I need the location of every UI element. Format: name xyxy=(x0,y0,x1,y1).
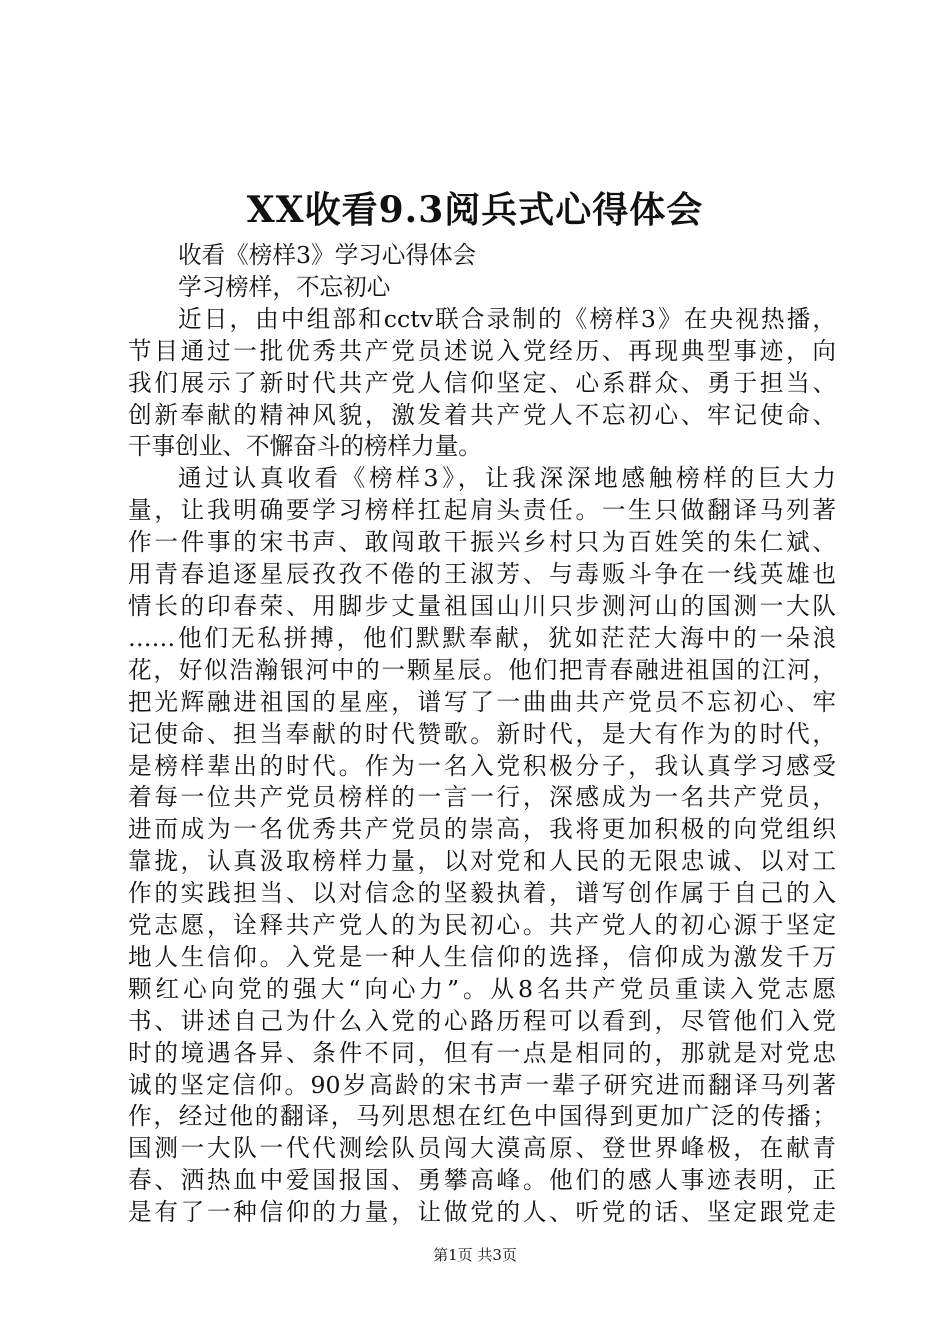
paragraph-line: 通过认真收看《榜样3》，让我深深地感触榜样的巨大力 xyxy=(178,464,836,493)
paragraph-line: 地人生信仰。入党是一种人生信仰的选择，信仰成为激发千万 xyxy=(128,942,836,971)
paragraph-line: ……他们无私拼搏，他们默默奉献，犹如茫茫大海中的一朵浪 xyxy=(128,623,836,652)
paragraph-line: 干事创业、不懈奋斗的榜样力量。 xyxy=(128,432,482,461)
paragraph-line: 创新奉献的精神风貌，激发着共产党人不忘初心、牢记使命、 xyxy=(128,400,836,429)
paragraph-line: 春、洒热血中爱国报国、勇攀高峰。他们的感人事迹表明，正 xyxy=(128,1166,836,1195)
page-number-footer: 第1页 共3页 xyxy=(433,1246,517,1264)
paragraph-line: 记使命、担当奉献的时代赞歌。新时代，是大有作为的时代， xyxy=(128,719,836,748)
paragraph-line: 我们展示了新时代共产党人信仰坚定、心系群众、勇于担当、 xyxy=(128,368,836,397)
paragraph-line: 时的境遇各异、条件不同，但有一点是相同的，那就是对党忠 xyxy=(128,1038,836,1067)
subtitle-line: 学习榜样，不忘初心 xyxy=(178,272,391,301)
document-body xyxy=(128,240,836,1229)
paragraph-line: 用青春追逐星辰孜孜不倦的王淑芳、与毒贩斗争在一线英雄也 xyxy=(128,560,836,589)
paragraph-line: 诚的坚定信仰。90岁高龄的宋书声一辈子研究进而翻译马列著 xyxy=(128,1070,836,1099)
paragraph-line: 靠拢，认真汲取榜样力量，以对党和人民的无限忠诚、以对工 xyxy=(128,847,836,876)
paragraph-line: 颗红心向党的强大“向心力”。从8名共产党员重读入党志愿 xyxy=(128,974,836,1003)
paragraph-line: 是有了一种信仰的力量，让做党的人、听党的话、坚定跟党走 xyxy=(128,1198,836,1227)
paragraph-line: 作一件事的宋书声、敢闯敢干振兴乡村只为百姓笑的朱仁斌、 xyxy=(128,528,836,557)
subtitle-line: 收看《榜样3》学习心得体会 xyxy=(178,241,477,269)
paragraph-line: 近日，由中组部和cctv联合录制的《榜样3》在央视热播， xyxy=(178,304,836,333)
paragraph-line: 作的实践担当、以对信念的坚毅执着，谱写创作属于自己的入 xyxy=(128,879,836,908)
paragraph-line: 国测一大队一代代测绘队员闯大漠高原、登世界峰极，在献青 xyxy=(128,1134,836,1163)
paragraph-line: 书、讲述自己为什么入党的心路历程可以看到，尽管他们入党 xyxy=(128,1006,836,1035)
paragraph-line: 量，让我明确要学习榜样扛起肩头责任。一生只做翻译马列著 xyxy=(128,496,836,525)
paragraph-line: 节目通过一批优秀共产党员述说入党经历、再现典型事迹，向 xyxy=(128,336,836,365)
paragraph-line: 情长的印春荣、用脚步丈量祖国山川只步测河山的国测一大队 xyxy=(128,591,836,620)
paragraph-line: 花，好似浩瀚银河中的一颗星辰。他们把青春融进祖国的江河， xyxy=(128,655,836,684)
paragraph-line: 党志愿，诠释共产党人的为民初心。共产党人的初心源于坚定 xyxy=(128,911,836,940)
paragraph-line: 把光辉融进祖国的星座，谱写了一曲曲共产党员不忘初心、牢 xyxy=(128,687,836,716)
paragraph-line: 作，经过他的翻译，马列思想在红色中国得到更加广泛的传播； xyxy=(128,1102,836,1131)
paragraph-line: 进而成为一名优秀共产党员的崇高，我将更加积极的向党组织 xyxy=(128,815,836,844)
paragraph-line: 是榜样辈出的时代。作为一名入党积极分子，我认真学习感受 xyxy=(128,751,836,780)
paragraph-line: 着每一位共产党员榜样的一言一行，深感成为一名共产党员， xyxy=(128,783,836,812)
document-title: XX收看9.3阅兵式心得体会 xyxy=(246,189,704,231)
